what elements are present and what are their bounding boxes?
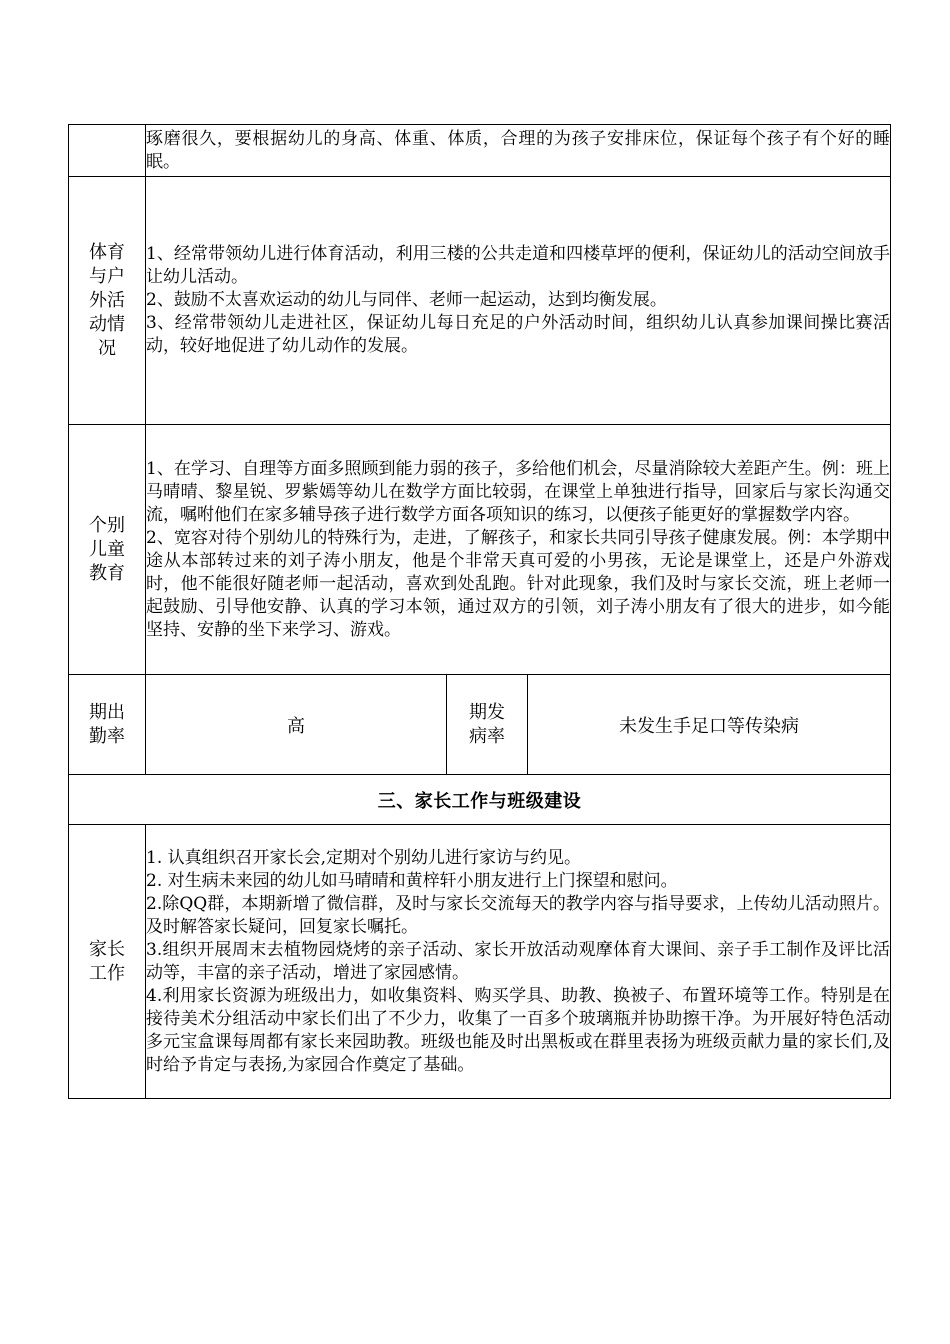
parents-label bbox=[69, 825, 146, 1099]
sports-item: 1、经常带领幼儿进行体育活动，利用三楼的公共走道和四楼草坪的便利，保证幼儿的活动空间放手让幼儿活动。 bbox=[146, 244, 891, 287]
sports-label-line: 动情 bbox=[89, 313, 125, 335]
attendance-row bbox=[69, 675, 891, 775]
section-title-row bbox=[69, 775, 891, 825]
parents-item: 2. 对生病未来园的幼儿如马晴晴和黄梓轩小朋友进行上门探望和慰问。 bbox=[146, 870, 678, 891]
parents-row bbox=[69, 825, 891, 1099]
parents-label-line: 工作 bbox=[89, 962, 125, 984]
disease-label-line: 病率 bbox=[469, 725, 505, 747]
section-title: 三、家长工作与班级建设 bbox=[69, 775, 891, 825]
parents-item: 1. 认真组织召开家长会,定期对个别幼儿进行家访与约见。 bbox=[146, 847, 582, 868]
individual-item: 2、宽容对待个别幼儿的特殊行为，走进，了解孩子，和家长共同引导孩子健康发展。例：本学期中途从本部转过来的刘子涛小朋友，他是个非常天真可爱的小男孩，无论是课堂上，还是户外游戏时，他不能很好随老师一起活动，喜欢到处乱跑。针对此现象，我们及时与家长交流，班上老师一起鼓励、引导他安静、认真的学习本领，通过双方的引领，刘子涛小朋友有了很大的进步，如今能坚持、安静的坐下来学习、游戏。 bbox=[146, 527, 891, 640]
individual-item: 1、在学习、自理等方面多照顾到能力弱的孩子，多给他们机会，尽量消除较大差距产生。例：班上马晴晴、黎星锐、罗紫嫣等幼儿在数学方面比较弱，在课堂上单独进行指导，回家后与家长沟通交流，嘱咐他们在家多辅导孩子进行数学方面各项知识的练习，以便孩子能更好的掌握数学内容。 bbox=[146, 458, 891, 525]
parents-content bbox=[146, 825, 891, 1099]
sports-content bbox=[146, 177, 891, 425]
parents-item: 2.除QQ群，本期新增了微信群，及时与家长交流每天的教学内容与指导要求，上传幼儿活动照片。及时解答家长疑问，回复家长嘱托。 bbox=[146, 893, 891, 937]
individual-row bbox=[69, 425, 891, 675]
parents-item: 3.组织开展周末去植物园烧烤的亲子活动、家长开放活动观摩体育大课间、亲子手工制作及评比活动等，丰富的亲子活动，增进了家园感情。 bbox=[146, 939, 891, 983]
attendance-label bbox=[69, 675, 146, 775]
attendance-label-line: 期出 bbox=[89, 701, 125, 723]
individual-label bbox=[69, 425, 146, 675]
sports-item: 2、鼓励不太喜欢运动的幼儿与同伴、老师一起运动，达到均衡发展。 bbox=[146, 290, 667, 310]
individual-label-line: 儿童 bbox=[89, 538, 125, 560]
sleep-continuation-text: 琢磨很久，要根据幼儿的身高、体重、体质，合理的为孩子安排床位，保证每个孩子有个好的睡眠。 bbox=[146, 128, 891, 172]
disease-value: 未发生手足口等传染病 bbox=[528, 675, 891, 775]
report-table bbox=[68, 124, 891, 1099]
sports-item: 3、经常带领幼儿走进社区，保证幼儿每日充足的户外活动时间，组织幼儿认真参加课间操比赛活动，较好地促进了幼儿动作的发展。 bbox=[146, 313, 891, 356]
sleep-label-cell bbox=[69, 125, 146, 177]
sleep-content-cell bbox=[146, 125, 891, 177]
disease-label-line: 期发 bbox=[469, 701, 505, 723]
individual-label-line: 个别 bbox=[89, 514, 125, 536]
parents-label-line: 家长 bbox=[89, 938, 125, 960]
sports-label-line: 况 bbox=[98, 337, 116, 359]
parents-item: 4.利用家长资源为班级出力，如收集资料、购买学具、助教、换被子、布置环境等工作。特别是在接待美术分组活动中家长们出了不少力，收集了一百多个玻璃瓶并协助擦干净。为开展好特色活动多元宝盒课每周都有家长来园助教。班级也能及时出黑板或在群里表扬为班级贡献力量的家长们,及时给予肯定与表扬,为家园合作奠定了基础。 bbox=[146, 985, 891, 1075]
sports-row bbox=[69, 177, 891, 425]
individual-content bbox=[146, 425, 891, 675]
sports-label bbox=[69, 177, 146, 425]
attendance-label-line: 勤率 bbox=[89, 725, 125, 747]
attendance-value: 高 bbox=[146, 675, 447, 775]
disease-label bbox=[447, 675, 528, 775]
sports-label-line: 外活 bbox=[89, 289, 125, 311]
sports-label-line: 与户 bbox=[89, 265, 125, 287]
sleep-continuation-row bbox=[69, 125, 891, 177]
sports-label-line: 体育 bbox=[89, 241, 125, 263]
individual-label-line: 教育 bbox=[89, 562, 125, 584]
